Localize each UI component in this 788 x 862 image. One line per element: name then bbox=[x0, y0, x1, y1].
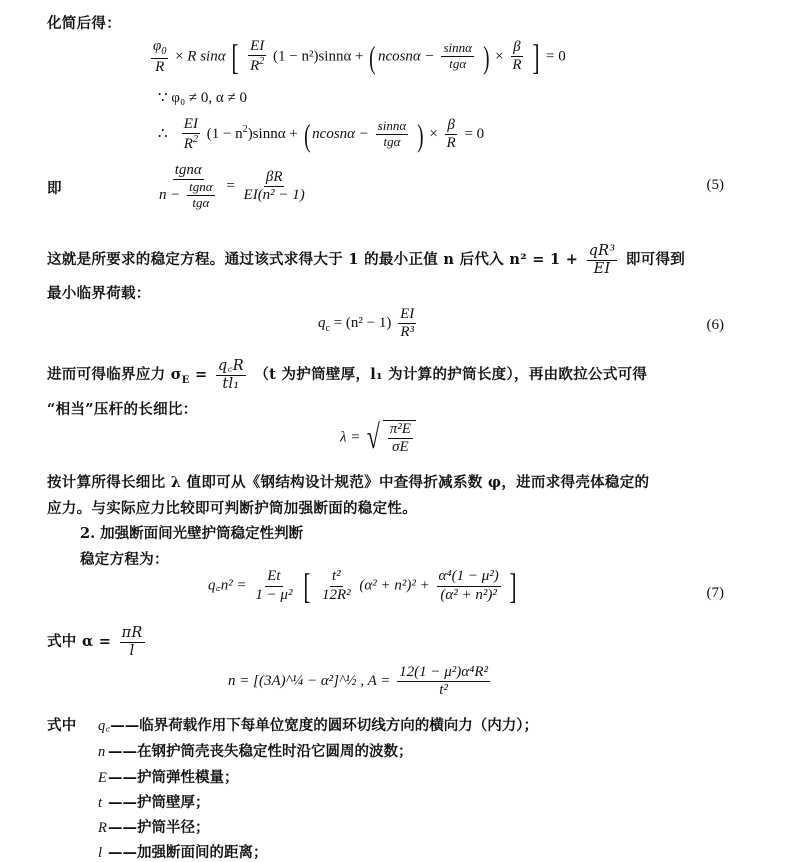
equation-lambda: λ = √ $\frac{\text{π²E}}{\sigma E}$ bbox=[340, 420, 416, 457]
equation-5: tgnα n − $\frac{\text{tgnα}}{\text{tgα}}$ = $\frac{\beta R}{\text{EI(n² − 1)}}$ bbox=[159, 162, 305, 211]
definition-row: q꜀——临界荷载作用下每单位宽度的圆环切线方向的横向力（内力）； bbox=[98, 717, 539, 734]
stable-eq-label: 稳定方程为： bbox=[80, 551, 169, 568]
paragraph-1-line-2: 最小临界荷载： bbox=[47, 285, 151, 302]
defs-label: 式中 bbox=[47, 717, 77, 734]
definition-row: E——护筒弹性模量； bbox=[98, 769, 239, 786]
paragraph-2-line-1: 进而可得临界应力 $\sigma_E$ = $\frac{q꜀R}{\text{tl₁}}$ （t 为护筒壁厚，l₁ 为计算的护筒长度），再由欧拉公式可得 bbox=[47, 358, 648, 392]
intro-label: 化简后得： bbox=[47, 15, 121, 32]
paragraph-1-line-1: 这就是所要求的稳定方程。通过该式求得大于 1 的最小正值 n 后代入 n² = 1 + $\frac{\text{qR³}}{EI}$ 即可得到 bbox=[47, 243, 686, 277]
equation-number-5: (5) bbox=[706, 177, 724, 193]
paragraph-3-line-1: 按计算所得长细比 λ 值即可从《钢结构设计规范》中查得折减系数 φ，进而求得壳体稳定的 bbox=[47, 474, 650, 491]
definition-row: t ——护筒壁厚； bbox=[98, 794, 210, 811]
paragraph-2-line-2: “相当”压杆的长细比： bbox=[47, 401, 198, 418]
equation-number-7: (7) bbox=[706, 585, 724, 601]
ji-label: 即 bbox=[47, 180, 62, 197]
equation-2: ∵ φ₀ ≠ 0, α ≠ 0 bbox=[158, 90, 248, 106]
definition-row: n ——在钢护筒壳丧失稳定性时沿它圆周的波数； bbox=[98, 743, 413, 760]
equation-number-6: (6) bbox=[706, 317, 724, 333]
definition-row: l ——加强断面间的距离； bbox=[98, 844, 268, 861]
equation-1: $\frac{\varphi_0}{R}$ × R sinα [ $\frac{EI}{R^2}$ (1 − n²)sinnα + ( ncosnα − $\frac{\sin n\alpha}{\text{tgα}}$ ) × $\frac{\beta}{R}$ ] = 0 bbox=[153, 36, 566, 77]
equation-n: n = [(3A)^¼ − α²]^½ , A = $\frac{\text{12(1 − μ²)α⁴R²}}{\text{t²}}$ bbox=[228, 664, 488, 699]
alpha-definition: 式中 α = $\frac{\pi R}{l}$ bbox=[47, 625, 143, 659]
equation-3: ∴ $\frac{EI}{R^2}$ $(1 - n^2)\sin n\alpha$ + ( ncosnα − $\frac{\sin n\alpha}{\text{tgα}}$ ) × $\frac{\beta}{R}$ = 0 bbox=[158, 116, 485, 153]
section-2-heading: 2. 加强断面间光壁护筒稳定性判断 bbox=[80, 525, 304, 542]
equation-6: $q_c = (n^2 - 1)$ $\frac{EI}{\text{R³}}$ bbox=[318, 306, 415, 341]
equation-7: q꜀n² = $\frac{Et}{\text{1 − μ²}}$ [ $\frac{\text{t²}}{\text{12R²}}$ (α² + n²)² + $\frac{\text{α⁴(1 − μ²)}}{\text{(α² + n²)²}}$ ] bbox=[208, 566, 518, 606]
paragraph-3-line-2: 应力。与实际应力比较即可判断护筒加强断面的稳定性。 bbox=[47, 500, 417, 517]
definition-row: R——护筒半径； bbox=[98, 819, 210, 836]
